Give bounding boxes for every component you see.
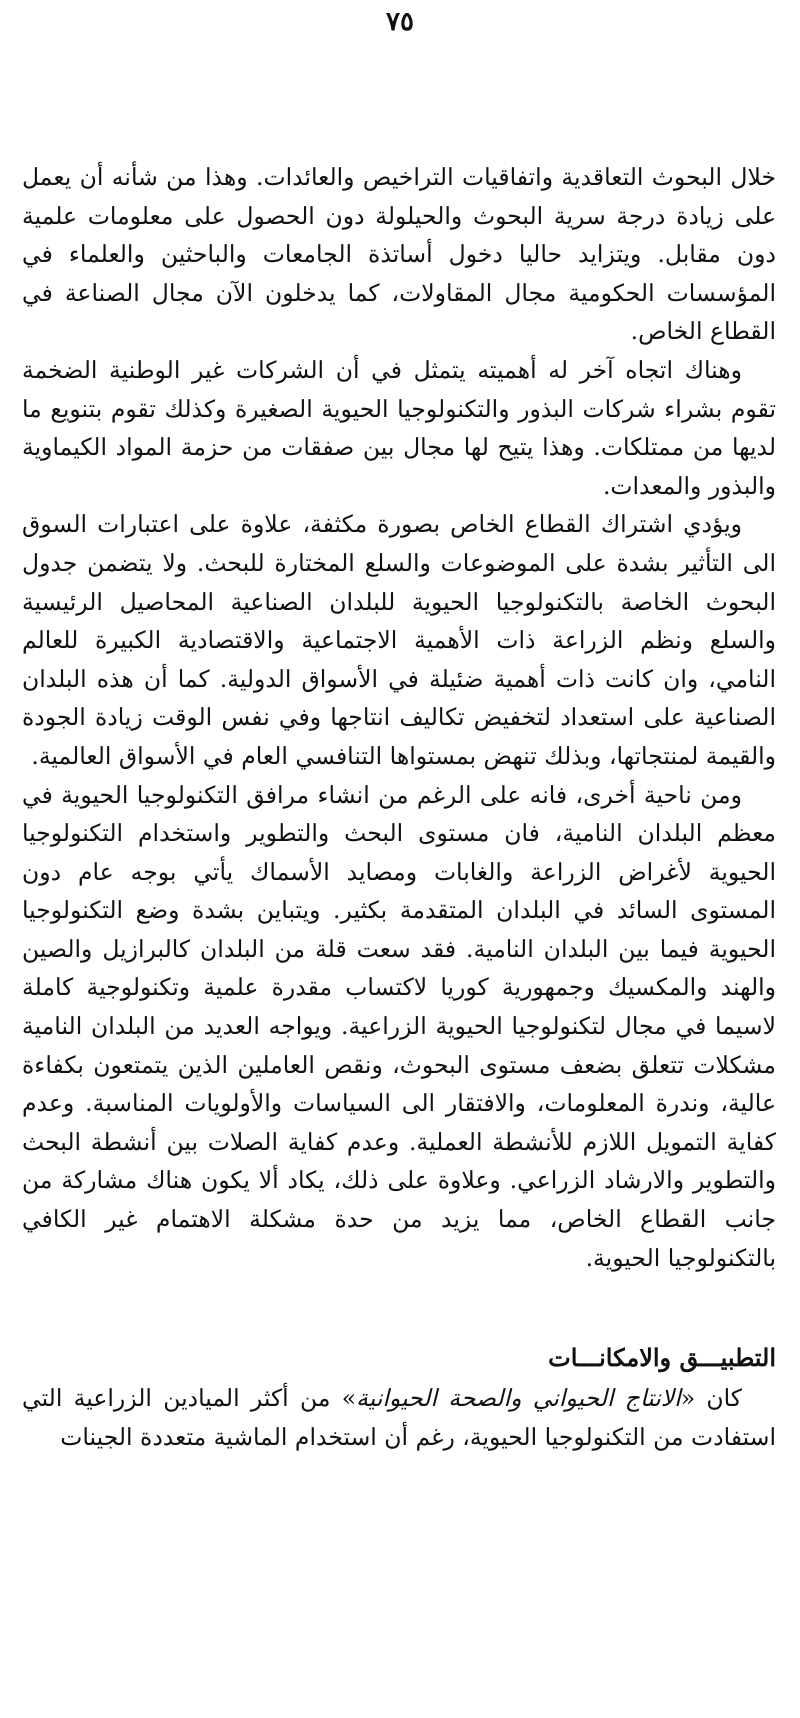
paragraph-research-secrecy: خلال البحوث التعاقدية واتفاقيات التراخيص والعائدات. وهذا من شأنه أن يعمل على زيادة درجة سرية البحوث والحيلولة دون الحصول على معلومات علمية دون مقابل. ويتزايد حاليا دخول أساتذة الجامعات والباحثين والعلماء في المؤسسات الحكومية مجال المقاولات، كما يدخلون الآن مجال الصناعة في القطاع الخاص. (22, 163, 776, 346)
page-number: ٧٥ (386, 7, 414, 37)
page-body (22, 158, 776, 1456)
paragraph-private-sector-influence: ويؤدي اشتراك القطاع الخاص بصورة مكثفة، علاوة على اعتبارات السوق الى التأثير بشدة على الموضوعات والسلع المختارة للبحث. ولا يتضمن جدول البحوث الخاصة بالتكنولوجيا الحيوية للبلدان الصناعية المحاصيل الرئيسية والسلع ونظم الزراعة ذات الأهمية الاجتماعية والاقتصادية الكبيرة للعالم النامي، وان كانت ذات أهمية ضئيلة في الأسواق الدولية. كما أن هذه البلدان الصناعية على استعداد لتخفيض تكاليف انتاجها وفي نفس الوقت زيادة الجودة والقيمة لمنتجاتها، وبذلك تنهض بمستواها التنافسي العام في الأسواق العالمية. (22, 510, 776, 770)
paragraph-multinational-trend: وهناك اتجاه آخر له أهميته يتمثل في أن الشركات غير الوطنية الضخمة تقوم بشراء شركات البذور والتكنولوجيا الحيوية الصغيرة وكذلك تقوم بتنويع ما لديها من ممتلكات. وهذا يتيح لها مجال بين صفقات من حزمة المواد الكيماوية والبذور والمعدات. (22, 355, 776, 500)
paragraph-animal-production (22, 1379, 776, 1456)
section-heading: التطبيـــق والامكانـــات (548, 1343, 776, 1373)
paragraph-text-before: كان « (680, 1384, 742, 1413)
italic-term: الانتاج الحيواني والصحة الحيوانية (356, 1384, 681, 1413)
paragraph-developing-countries: ومن ناحية أخرى، فانه على الرغم من انشاء مرافق التكنولوجيا الحيوية في معظم البلدان النامية، فان مستوى البحث والتطوير واستخدام التكنولوجيا الحيوية لأغراض الزراعة والغابات ومصايد الأسماك يأتي بوجه عام دون المستوى السائد في البلدان المتقدمة بكثير. ويتباين بشدة وضع التكنولوجيا الحيوية فيما بين البلدان النامية. فقد سعت قلة من البلدان كالبرازيل والصين والهند والمكسيك وجمهورية كوريا لاكتساب مقدرة علمية وتكنولوجية كاملة لاسيما في مجال لتكنولوجيا الحيوية الزراعية. ويواجه العديد من البلدان النامية مشكلات تتعلق بضعف مستوى البحوث، ونقص العاملين الذين يتمتعون بكفاءة عالية، وندرة المعلومات، والافتقار الى السياسات والأولويات المناسبة. وعدم كفاية التمويل اللازم للأنشطة العملية. وعدم كفاية الصلات بين أنشطة البحث والتطوير والارشاد الزراعي. وعلاوة على ذلك، يكاد ألا يكون هناك مشاركة من جانب القطاع الخاص، مما يزيد من حدة مشكلة الاهتمام غير الكافي بالتكنولوجيا الحيوية. (22, 780, 776, 1272)
paragraph-text-after: » من أكثر الميادين الزراعية التي استفادت من التكنولوجيا الحيوية، رغم أن استخدام الماشية متعددة الجينات (22, 1384, 776, 1451)
